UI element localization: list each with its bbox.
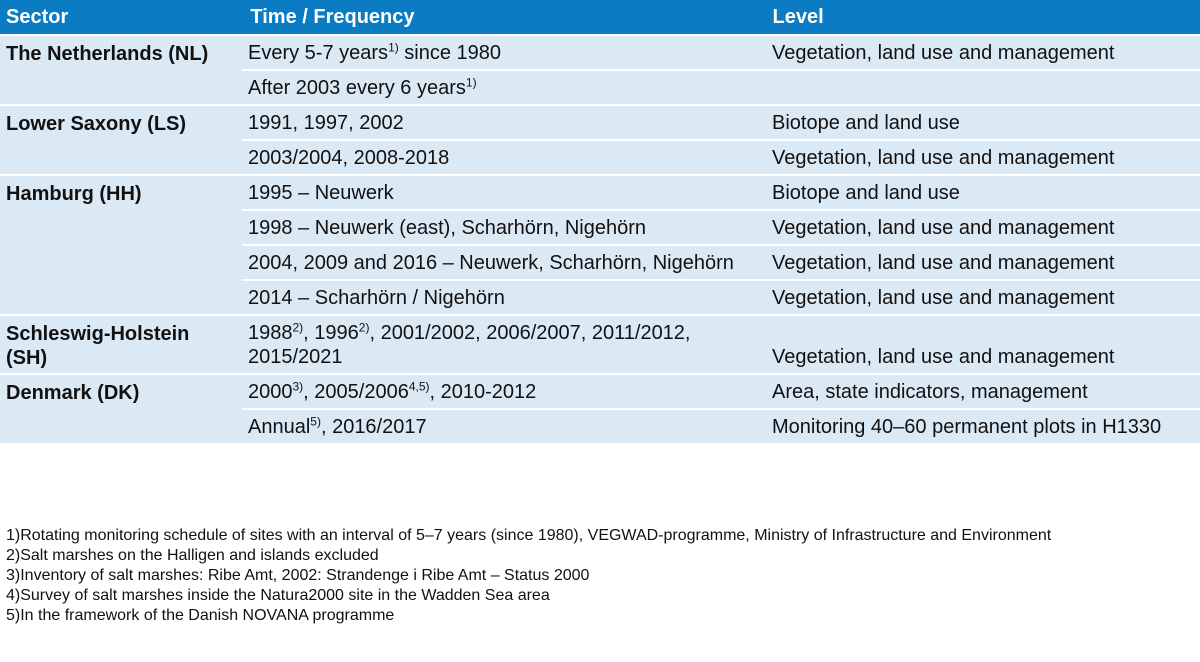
header-sector: Sector — [6, 5, 69, 28]
table-row — [242, 139, 1200, 174]
group-schleswig-holstein — [0, 314, 1200, 373]
level-cell: Biotope and land use — [772, 112, 960, 134]
group-hamburg — [0, 174, 1200, 314]
time-cell: After 2003 every 6 years$^{1)}$ — [248, 75, 477, 99]
time-cell: 1988$^{2)}$, 1996$^{2)}$, 2001/2002, 2006/2007, 2011/2012, 2015/2021 — [248, 320, 691, 368]
table-row — [242, 244, 1200, 279]
level-cell: Area, state indicators, management — [772, 381, 1088, 403]
time-cell: 1998 – Neuwerk (east), Scharhörn, Nigehörn — [248, 217, 646, 239]
table-row — [242, 316, 1200, 373]
group-lower-saxony — [0, 104, 1200, 174]
time-cell: 2004, 2009 and 2016 – Neuwerk, Scharhörn, Nigehörn — [248, 252, 734, 274]
sector-name: Schleswig-Holstein (SH) — [6, 323, 190, 369]
group-denmark — [0, 373, 1200, 443]
table-row — [242, 69, 1200, 104]
footnotes — [6, 526, 1186, 626]
time-cell: 2014 – Scharhörn / Nigehörn — [248, 287, 505, 309]
level-cell — [766, 71, 1200, 104]
level-cell: Vegetation, land use and management — [772, 346, 1115, 368]
table-row — [242, 375, 1200, 408]
level-cell: Monitoring 40–60 permanent plots in H1330 — [772, 416, 1162, 438]
level-cell: Vegetation, land use and management — [772, 252, 1115, 274]
sector-name: Lower Saxony (LS) — [6, 113, 187, 135]
time-cell: 2003/2004, 2008-2018 — [248, 147, 450, 169]
time-cell: 2000$^{3)}$, 2005/2006$^{4,5)}$, 2010-2012 — [248, 379, 537, 403]
footnote: 4)Survey of salt marshes inside the Natura2000 site in the Wadden Sea area — [6, 587, 550, 604]
level-cell: Biotope and land use — [772, 182, 960, 204]
time-cell: Annual$^{5)}$, 2016/2017 — [248, 414, 427, 438]
time-cell: Every 5-7 years$^{1)}$ since 1980 — [248, 40, 502, 64]
group-netherlands — [0, 34, 1200, 104]
sector-name: The Netherlands (NL) — [6, 43, 209, 65]
footnote: 1)Rotating monitoring schedule of sites with an interval of 5–7 years (since 1980), VEGWAD-programme, Ministry of Infrastructure and Environment — [6, 527, 1052, 544]
level-cell: Vegetation, land use and management — [772, 217, 1115, 239]
table-row — [242, 176, 1200, 209]
table-row — [242, 408, 1200, 443]
table-row — [242, 279, 1200, 314]
table-row — [242, 209, 1200, 244]
sector-name: Denmark (DK) — [6, 382, 140, 404]
header-time: Time / Frequency — [250, 5, 415, 28]
level-cell: Vegetation, land use and management — [772, 287, 1115, 309]
time-cell: 1995 – Neuwerk — [248, 182, 394, 204]
footnote: 3)Inventory of salt marshes: Ribe Amt, 2002: Strandenge i Ribe Amt – Status 2000 — [6, 567, 590, 584]
footnote: 2)Salt marshes on the Halligen and islands excluded — [6, 547, 379, 564]
level-cell: Vegetation, land use and management — [772, 147, 1115, 169]
table-row — [242, 106, 1200, 139]
sector-name: Hamburg (HH) — [6, 183, 142, 205]
header-level: Level — [772, 5, 824, 28]
footnote: 5)In the framework of the Danish NOVANA programme — [6, 607, 395, 624]
table-header — [0, 0, 1200, 34]
time-cell: 1991, 1997, 2002 — [248, 112, 404, 134]
level-cell: Vegetation, land use and management — [772, 42, 1115, 64]
table-row — [242, 36, 1200, 69]
